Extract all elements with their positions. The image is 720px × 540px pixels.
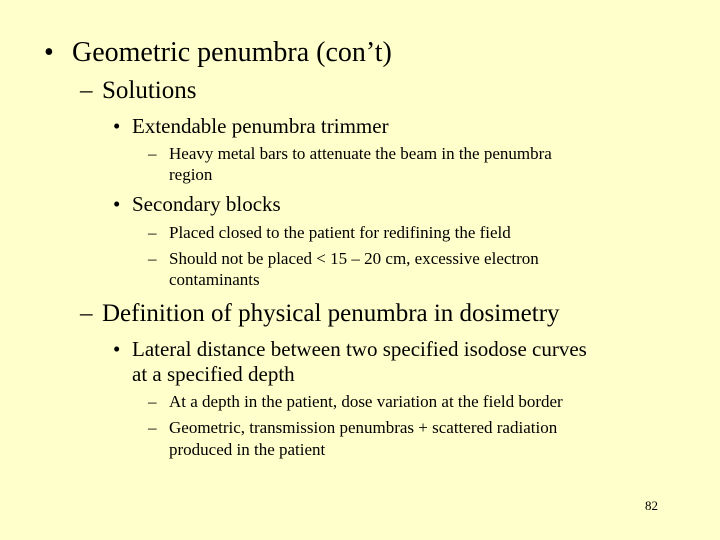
trimmer-detail-line2: region (169, 165, 213, 184)
definition-detail1: At a depth in the patient, dose variation at the field border (169, 392, 563, 411)
secondary-label: Secondary blocks (132, 192, 281, 216)
definition-detail1-dash: – (148, 392, 157, 411)
lateral-line1: Lateral distance between two specified isodose curves (132, 337, 587, 361)
solutions-dash: – (80, 77, 93, 104)
solutions-heading: Solutions (102, 77, 197, 104)
trimmer-bullet: • (113, 114, 121, 138)
lateral-bullet: • (113, 337, 121, 361)
secondary-detail1-dash: – (148, 223, 157, 242)
title-bullet: • (44, 37, 54, 68)
definition-detail2-line1: Geometric, transmission penumbras + scattered radiation (169, 418, 558, 437)
definition-detail2-line2: produced in the patient (169, 440, 326, 459)
trimmer-label: Extendable penumbra trimmer (132, 114, 389, 138)
trimmer-detail-dash: – (148, 144, 157, 163)
secondary-detail1: Placed closed to the patient for redifining the field (169, 223, 511, 242)
page-number: 82 (645, 498, 658, 513)
secondary-detail2-line1: Should not be placed < 15 – 20 cm, excessive electron (169, 249, 539, 268)
lateral-line2: at a specified depth (132, 362, 295, 386)
definition-dash: – (80, 300, 93, 327)
slide-title: Geometric penumbra (con’t) (72, 37, 392, 68)
definition-detail2-dash: – (148, 418, 157, 437)
secondary-detail2-dash: – (148, 249, 157, 268)
secondary-bullet: • (113, 192, 121, 216)
secondary-detail2-line2: contaminants (169, 270, 260, 289)
definition-heading: Definition of physical penumbra in dosimetry (102, 300, 560, 327)
trimmer-detail-line1: Heavy metal bars to attenuate the beam in the penumbra (169, 144, 552, 163)
